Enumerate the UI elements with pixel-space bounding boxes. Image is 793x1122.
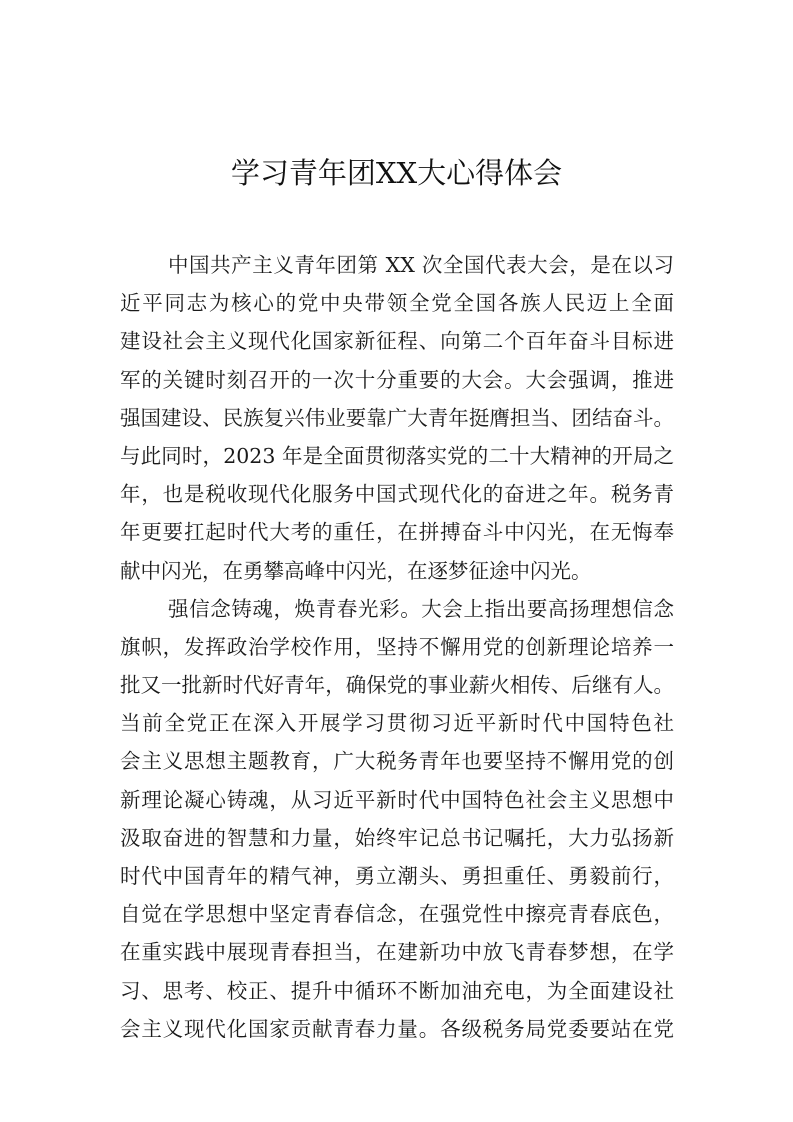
- text-line: 自觉在学思想中坚定青春信念，在强党性中擦亮青春底色，: [120, 902, 674, 927]
- text-line: 新理论凝心铸魂，从习近平新时代中国特色社会主义思想中: [120, 787, 674, 812]
- text-line: 汲取奋进的智慧和力量，始终牢记总书记嘱托，大力弘扬新: [120, 825, 674, 850]
- text-line: 当前全党正在深入开展学习贯彻习近平新时代中国特色社: [120, 711, 674, 736]
- text-line: 建设社会主义现代化国家新征程、向第二个百年奋斗目标进: [120, 329, 674, 354]
- text-line: 在重实践中展现青春担当，在建新功中放飞青春梦想，在学: [120, 940, 674, 965]
- document-body: [120, 246, 674, 1048]
- text-line: 近平同志为核心的党中央带领全党全国各族人民迈上全面: [120, 291, 674, 316]
- text-line: 强国建设、民族复兴伟业要靠广大青年挺膺担当、团结奋斗。: [120, 405, 674, 430]
- text-line: 中国共产主义青年团第 XX 次全国代表大会，是在以习: [168, 253, 674, 277]
- text-line: 军的关键时刻召开的一次十分重要的大会。大会强调，推进: [120, 367, 674, 392]
- text-line: 时代中国青年的精气神，勇立潮头、勇担重任、勇毅前行，: [120, 864, 674, 888]
- text-line: 习、思考、校正、提升中循环不断加油充电，为全面建设社: [120, 978, 674, 1003]
- text-line: 年，也是税收现代化服务中国式现代化的奋进之年。税务青: [120, 482, 674, 507]
- paragraph-2: [120, 590, 674, 1048]
- document-title: 学习青年团XX大心得体会: [230, 156, 563, 191]
- paragraph-1: [120, 246, 674, 590]
- text-line: 强信念铸魂，焕青春光彩。大会上指出要高扬理想信念: [168, 596, 674, 621]
- text-line: 会主义思想主题教育，广大税务青年也要坚持不懈用党的创: [120, 749, 674, 774]
- text-line: 批又一批新时代好青年，确保党的事业薪火相传、后继有人。: [120, 673, 674, 698]
- text-line: 献中闪光，在勇攀高峰中闪光，在逐梦征途中闪光。: [120, 558, 592, 583]
- text-line: 年更要扛起时代大考的重任，在拼搏奋斗中闪光，在无悔奉: [120, 520, 674, 545]
- text-line: 旗帜，发挥政治学校作用，坚持不懈用党的创新理论培养一: [120, 634, 674, 659]
- text-line: 与此同时，2023 年是全面贯彻落实党的二十大精神的开局之: [120, 443, 674, 468]
- text-line: 会主义现代化国家贡献青春力量。各级税务局党委要站在党: [120, 1016, 674, 1041]
